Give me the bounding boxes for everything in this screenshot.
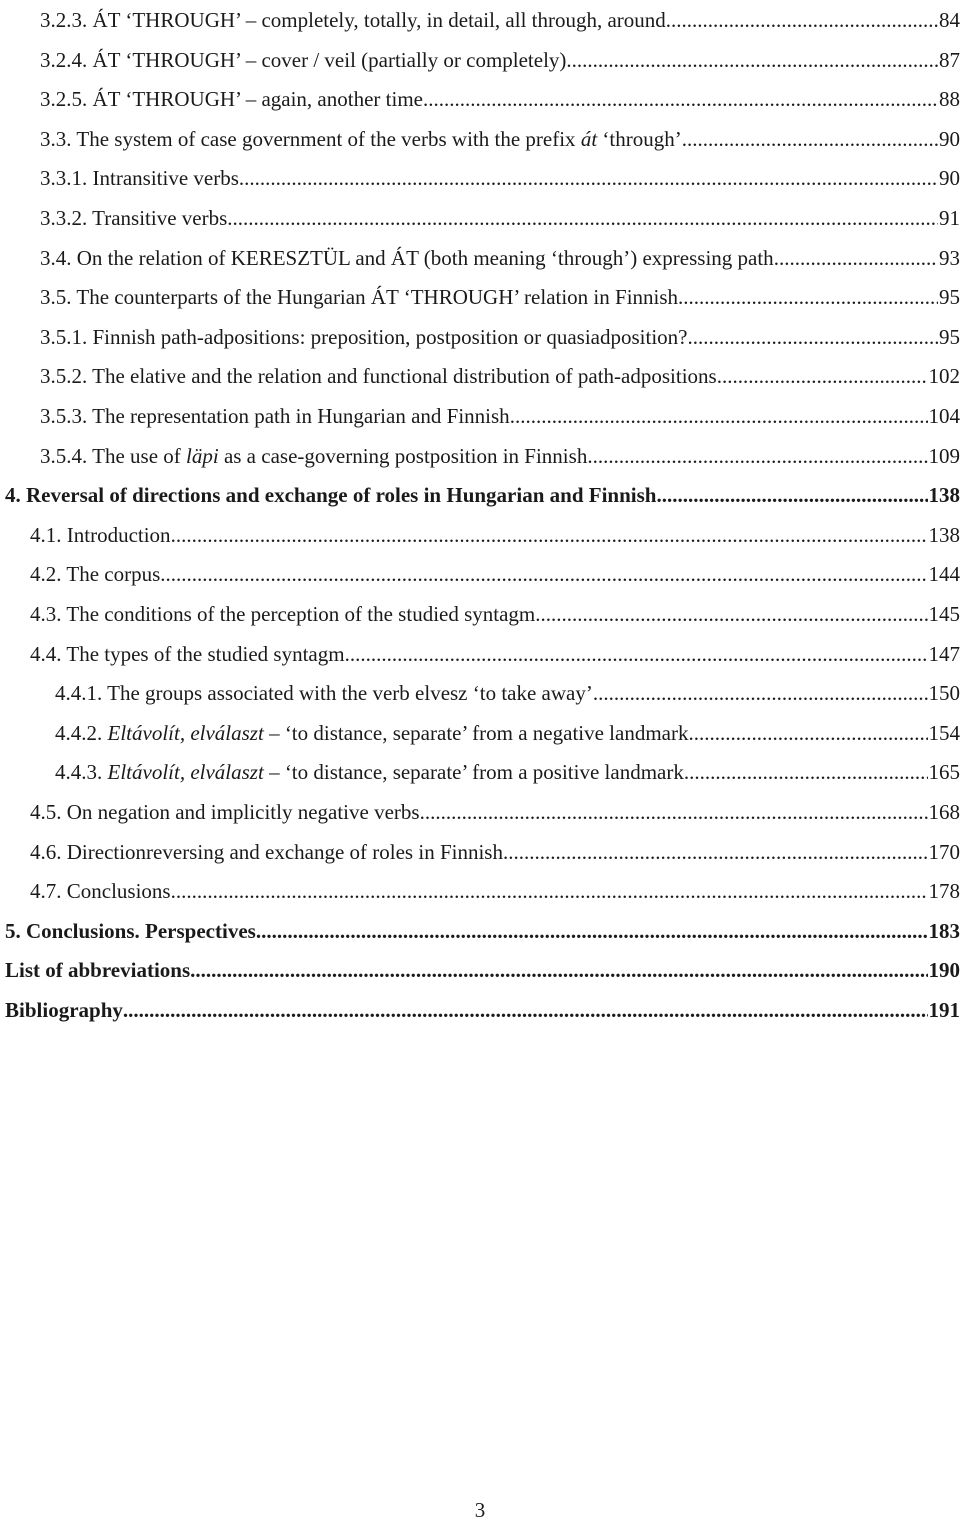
- toc-dot-leader: [682, 119, 938, 159]
- toc-entry-title-segment: Conclusions: [62, 879, 171, 903]
- toc-entry-number: 4.6.: [30, 832, 62, 872]
- toc-entry[interactable]: [5, 950, 960, 990]
- toc-dot-leader: [227, 198, 938, 238]
- toc-entry[interactable]: [40, 277, 960, 317]
- toc-entry-title: [62, 554, 161, 594]
- toc-entry-title-segment: – ‘to distance, separate’ from a positive landmark: [264, 760, 684, 784]
- toc-entry-number: 3.2.3.: [40, 0, 87, 40]
- toc-entry-page: 95: [938, 317, 960, 357]
- toc-entry-page: 90: [938, 158, 960, 198]
- toc-entry-page: 191: [928, 990, 960, 1030]
- toc-dot-leader: [535, 594, 927, 634]
- toc-dot-leader: [684, 752, 928, 792]
- toc-entry-title-segment: The use of: [87, 444, 186, 468]
- toc-entry-number: 5.: [5, 911, 21, 951]
- toc-entry-title: [72, 277, 679, 317]
- toc-entry-number: 4.1.: [30, 515, 62, 555]
- toc-entry-number: 3.2.4.: [40, 40, 87, 80]
- toc-entry[interactable]: [40, 158, 960, 198]
- toc-entry-page: 102: [928, 356, 960, 396]
- toc-dot-leader: [510, 396, 928, 436]
- toc-entry[interactable]: [30, 594, 960, 634]
- toc-entry-title: [62, 871, 171, 911]
- toc-entry[interactable]: [55, 673, 960, 713]
- toc-entry-number: 4.4.2.: [55, 713, 102, 753]
- toc-entry-page: 154: [928, 713, 960, 753]
- toc-dot-leader: [666, 0, 938, 40]
- toc-entry[interactable]: [40, 436, 960, 476]
- toc-entry-number: 4.2.: [30, 554, 62, 594]
- toc-dot-leader: [774, 238, 938, 278]
- toc-entry-page: 90: [938, 119, 960, 159]
- toc-dot-leader: [587, 436, 927, 476]
- toc-entry-number: 3.5.: [40, 277, 72, 317]
- toc-entry[interactable]: [40, 396, 960, 436]
- toc-dot-leader: [123, 990, 928, 1030]
- toc-entry-title: [72, 119, 682, 159]
- toc-entry[interactable]: [40, 238, 960, 278]
- toc-entry-title-segment: Reversal of directions and exchange of roles in Hungarian and Finnish: [21, 483, 657, 507]
- toc-entry-page: 145: [928, 594, 960, 634]
- toc-entry[interactable]: [30, 832, 960, 872]
- toc-entry-page: 109: [928, 436, 960, 476]
- toc-entry-title-segment: The groups associated with the verb elvesz ‘to take away’: [102, 681, 593, 705]
- toc-entry-page: 170: [928, 832, 960, 872]
- toc-entry-number: 3.5.3.: [40, 396, 87, 436]
- toc-entry-number: 3.5.2.: [40, 356, 87, 396]
- toc-entry-title-segment: Transitive verbs: [87, 206, 227, 230]
- toc-entry-number: 3.3.: [40, 119, 72, 159]
- toc-entry-title-segment: The system of case government of the verbs with the prefix: [72, 127, 581, 151]
- toc-entry-title: [62, 832, 503, 872]
- toc-entry-title-segment: – ‘to distance, separate’ from a negative landmark: [264, 721, 689, 745]
- toc-entry-title-segment: Conclusions. Perspectives: [21, 919, 256, 943]
- toc-entry[interactable]: [55, 752, 960, 792]
- toc-entry-title-segment: ÁT ‘THROUGH’ – again, another time: [87, 87, 423, 111]
- toc-entry-title-segment: On the relation of KERESZTÜL and ÁT (both meaning ‘through’) expressing path: [72, 246, 774, 270]
- toc-entry-page: 93: [938, 238, 960, 278]
- toc-entry-title: [5, 990, 123, 1030]
- toc-entry-page: 91: [938, 198, 960, 238]
- toc-entry-title: [87, 40, 566, 80]
- toc-entry[interactable]: [40, 317, 960, 357]
- toc-entry-title: [87, 317, 687, 357]
- toc-entry-number: 4.4.1.: [55, 673, 102, 713]
- toc-entry-title: [87, 158, 239, 198]
- toc-dot-leader: [689, 713, 928, 753]
- toc-entry[interactable]: [30, 792, 960, 832]
- toc-entry-title: [102, 673, 593, 713]
- toc-entry-number: 4.7.: [30, 871, 62, 911]
- toc-entry-page: 178: [928, 871, 960, 911]
- toc-dot-leader: [190, 950, 927, 990]
- toc-entry-title-segment: läpi: [186, 444, 219, 468]
- toc-entry-title: [5, 950, 190, 990]
- toc-entry-title: [87, 396, 509, 436]
- toc-entry-number: 4.4.: [30, 634, 62, 674]
- toc-entry-title-segment: Introduction: [62, 523, 171, 547]
- toc-entry-number: 4.4.3.: [55, 752, 102, 792]
- toc-dot-leader: [656, 475, 927, 515]
- toc-dot-leader: [503, 832, 928, 872]
- toc-entry-page: 87: [938, 40, 960, 80]
- toc-dot-leader: [239, 158, 938, 198]
- toc-entry-title: [87, 436, 587, 476]
- toc-entry-title-segment: Finnish path-adpositions: preposition, postposition or quasiadposition?: [87, 325, 687, 349]
- toc-entry-title-segment: The conditions of the perception of the studied syntagm: [62, 602, 536, 626]
- toc-entry-title-segment: át: [581, 127, 597, 151]
- toc-entry-title: [102, 713, 688, 753]
- toc-entry-title-segment: ÁT ‘THROUGH’ – completely, totally, in detail, all through, around: [87, 8, 666, 32]
- toc-entry-title: [62, 515, 171, 555]
- toc-entry-page: 138: [928, 475, 960, 515]
- toc-entry-title-segment: On negation and implicitly negative verbs: [62, 800, 420, 824]
- toc-entry-title: [102, 752, 684, 792]
- toc-entry-number: 3.3.1.: [40, 158, 87, 198]
- toc-entry-page: 104: [928, 396, 960, 436]
- toc-entry-number: 4.3.: [30, 594, 62, 634]
- toc-entry-page: 190: [928, 950, 960, 990]
- toc-entry-number: 4.: [5, 475, 21, 515]
- toc-entry-title: [87, 0, 666, 40]
- toc-entry-page: 144: [928, 554, 960, 594]
- toc-entry-title-segment: Bibliography: [5, 998, 123, 1022]
- toc-entry-title-segment: Directionreversing and exchange of roles in Finnish: [62, 840, 503, 864]
- toc-entry-title-segment: The corpus: [62, 562, 161, 586]
- toc-entry[interactable]: [40, 356, 960, 396]
- toc-entry-page: 183: [928, 911, 960, 951]
- toc-dot-leader: [171, 515, 928, 555]
- toc-entry-title: [21, 911, 256, 951]
- toc-entry-page: 150: [928, 673, 960, 713]
- toc-entry[interactable]: [30, 634, 960, 674]
- toc-entry-title: [87, 356, 716, 396]
- toc-dot-leader: [717, 356, 928, 396]
- toc-dot-leader: [345, 634, 928, 674]
- toc-entry[interactable]: [40, 198, 960, 238]
- toc-dot-leader: [566, 40, 938, 80]
- toc-entry-number: 3.5.1.: [40, 317, 87, 357]
- toc-entry-page: 138: [928, 515, 960, 555]
- toc-entry-title-segment: Eltávolít, elválaszt: [108, 760, 264, 784]
- toc-entry-number: 3.4.: [40, 238, 72, 278]
- toc-entry-page: 88: [938, 79, 960, 119]
- toc-entry-title: [21, 475, 657, 515]
- toc-entry-page: 95: [938, 277, 960, 317]
- toc-entry-page: 84: [938, 0, 960, 40]
- toc-entry-number: 3.2.5.: [40, 79, 87, 119]
- toc-entry[interactable]: [5, 990, 960, 1030]
- toc-entry[interactable]: [40, 40, 960, 80]
- toc-entry-title: [87, 198, 227, 238]
- toc-dot-leader: [171, 871, 928, 911]
- toc-dot-leader: [256, 911, 928, 951]
- toc-entry-number: 3.5.4.: [40, 436, 87, 476]
- toc-dot-leader: [687, 317, 938, 357]
- toc-entry-title: [87, 79, 423, 119]
- toc-entry[interactable]: [30, 871, 960, 911]
- toc-entry[interactable]: [5, 475, 960, 515]
- toc-entry[interactable]: [40, 79, 960, 119]
- toc-entry[interactable]: [30, 554, 960, 594]
- toc-entry-title-segment: ÁT ‘THROUGH’ – cover / veil (partially or completely): [87, 48, 566, 72]
- toc-entry-title: [62, 792, 420, 832]
- toc-entry-title-segment: The representation path in Hungarian and Finnish: [87, 404, 509, 428]
- toc-entry-title-segment: List of abbreviations: [5, 958, 190, 982]
- toc-dot-leader: [420, 792, 928, 832]
- toc-entry[interactable]: [40, 0, 960, 40]
- toc-entry-title-segment: The elative and the relation and functional distribution of path-adpositions: [87, 364, 716, 388]
- toc-entry-title-segment: Intransitive verbs: [87, 166, 239, 190]
- toc-entry-title-segment: The types of the studied syntagm: [62, 642, 345, 666]
- toc-entry[interactable]: [5, 911, 960, 951]
- toc-entry-title-segment: ‘through’: [597, 127, 682, 151]
- toc-entry-title: [62, 594, 536, 634]
- toc-dot-leader: [423, 79, 938, 119]
- toc-entry-title: [62, 634, 345, 674]
- toc-entry-title-segment: as a case-governing postposition in Finnish: [219, 444, 588, 468]
- toc-entry-page: 168: [928, 792, 960, 832]
- toc-dot-leader: [160, 554, 927, 594]
- toc-dot-leader: [593, 673, 928, 713]
- toc-entry[interactable]: [30, 515, 960, 555]
- toc-entry[interactable]: [40, 119, 960, 159]
- page-number: 3: [0, 1495, 960, 1525]
- toc-entry-page: 165: [928, 752, 960, 792]
- toc-entry-title-segment: The counterparts of the Hungarian ÁT ‘THROUGH’ relation in Finnish: [72, 285, 679, 309]
- toc-dot-leader: [678, 277, 938, 317]
- toc-entry-page: 147: [928, 634, 960, 674]
- toc-entry-number: 4.5.: [30, 792, 62, 832]
- toc-entry[interactable]: [55, 713, 960, 753]
- toc-entry-title-segment: Eltávolít, elválaszt: [108, 721, 264, 745]
- toc-entry-number: 3.3.2.: [40, 198, 87, 238]
- toc-entry-title: [72, 238, 774, 278]
